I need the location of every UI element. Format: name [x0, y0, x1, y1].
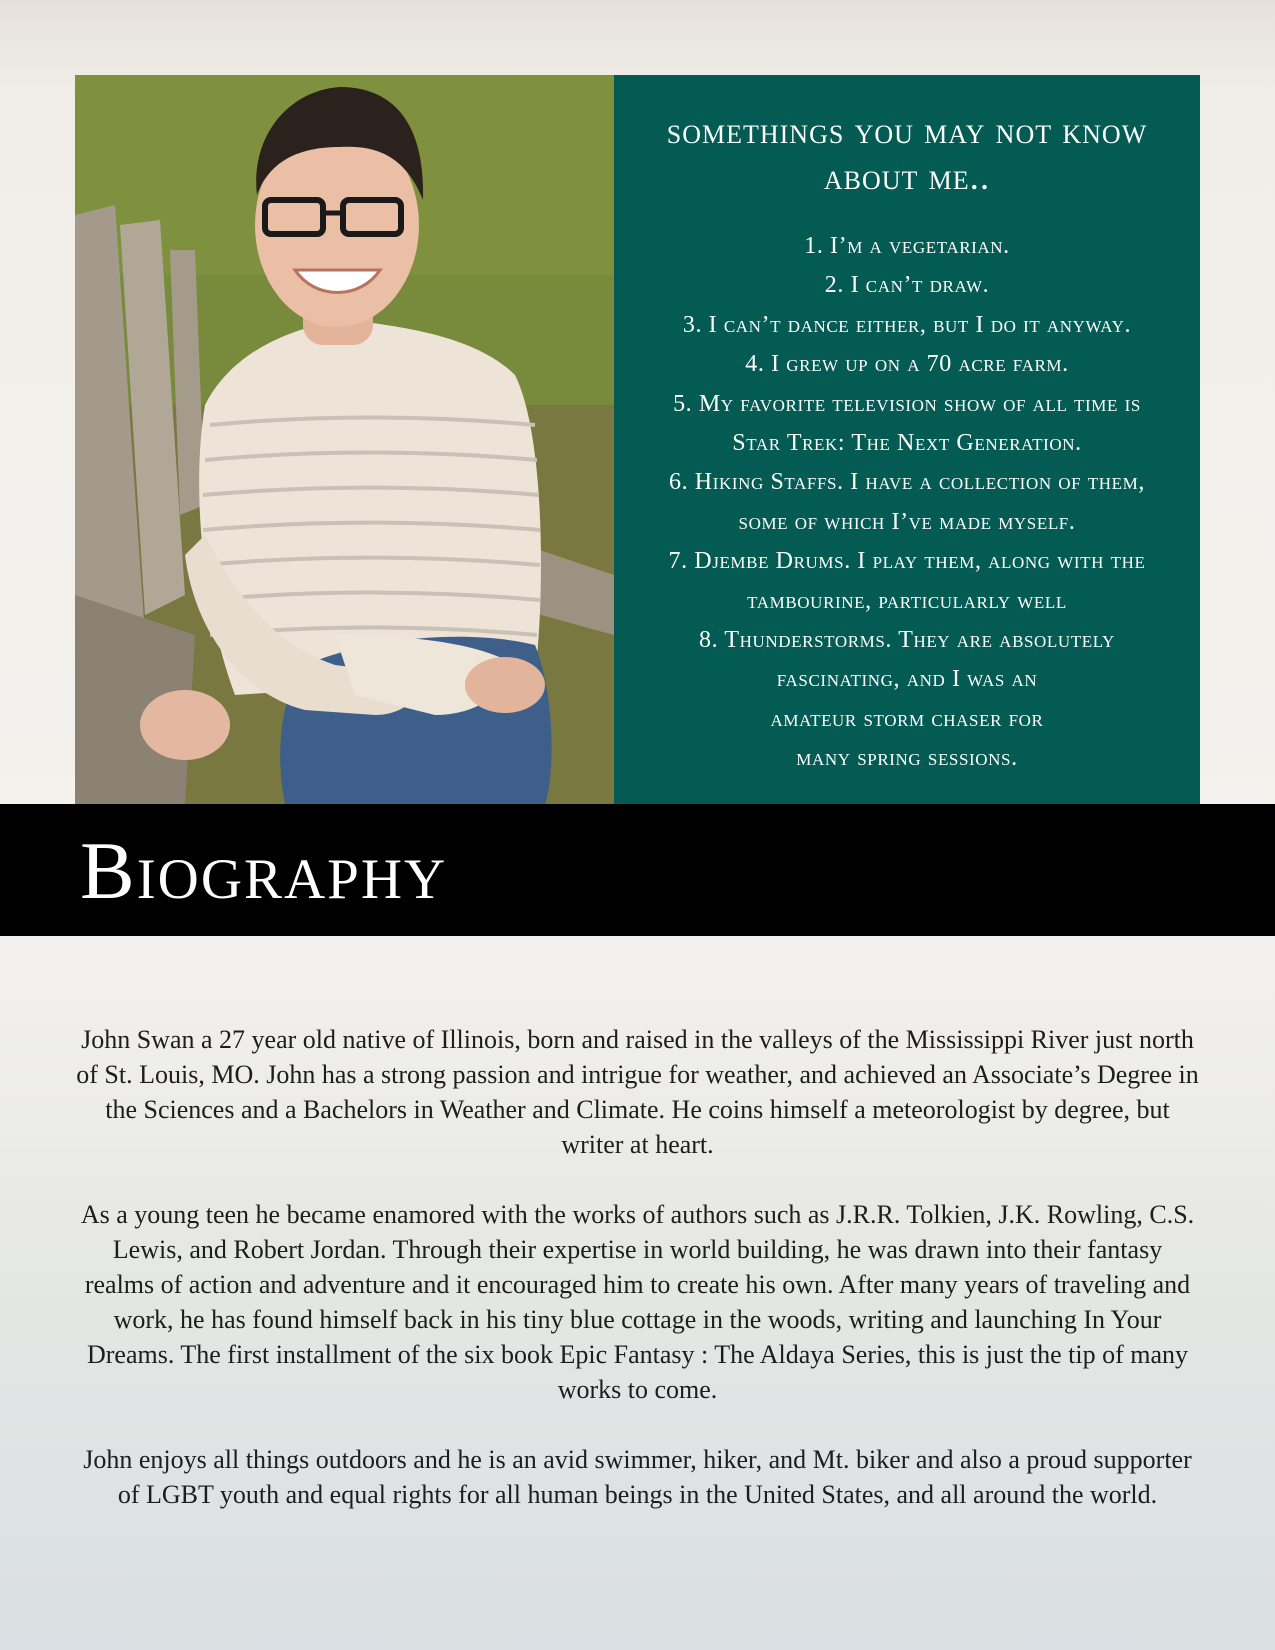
fact-line: fascinating, and I was an: [776, 666, 1038, 693]
fact-line: 3. I can’t dance either, but I do it anyway.: [682, 311, 1132, 338]
biography-paragraph: John enjoys all things outdoors and he is an avid swimmer, hiker, and Mt. biker and also a proud supporter of LGBT youth and equal rights for all human beings in the United States, and all around the world.: [83, 1445, 1192, 1509]
fact-line: 2. I can’t draw.: [824, 272, 990, 299]
biography-header-band: [0, 804, 1275, 936]
fact-line: 8. Thunderstorms. They are absolutely: [699, 627, 1115, 654]
fun-facts-panel: [614, 75, 1200, 804]
fact-line: 6. Hiking Staffs. I have a collection of them,: [669, 469, 1145, 496]
biography-body: [75, 1022, 1200, 1547]
fact-line: 5. My favorite television show of all time is: [673, 390, 1141, 417]
author-photo: [75, 75, 614, 804]
biography-paragraph: John Swan a 27 year old native of Illinois, born and raised in the valleys of the Mississippi River just north of St. Louis, MO. John has a strong passion and intrigue for weather, and achieved an Associate’s Degree in the Sciences and a Bachelors in Weather and Climate. He coins himself a meteorologist by degree, but writer at heart.: [76, 1025, 1199, 1159]
fact-line: Star Trek: The Next Generation.: [732, 430, 1082, 457]
fact-line: 4. I grew up on a 70 acre farm.: [745, 351, 1069, 378]
fun-facts-title: somethings you may not know about me..: [666, 111, 1148, 198]
fact-line: tambourine, particularly well: [747, 587, 1067, 614]
fact-line: 7. Djembe Drums. I play them, along with the: [668, 548, 1146, 575]
biography-title: Biography: [80, 825, 448, 916]
fact-line: 1. I’m a vegetarian.: [804, 233, 1010, 259]
fun-facts-list: [616, 227, 1198, 779]
fact-line: many spring sessions.: [796, 745, 1018, 772]
fact-line: some of which I’ve made myself.: [738, 508, 1076, 535]
biography-paragraph: As a young teen he became enamored with the works of authors such as J.R.R. Tolkien, J.K. Rowling, C.S. Lewis, and Robert Jordan. Through their expertise in world building, he was drawn into their fantasy realms of action and adventure and it encouraged him to create his own. After many years of traveling and work, he has found himself back in his tiny blue cottage in the woods, writing and launching In Your Dreams. The first installment of the six book Epic Fantasy : The Aldaya Series, this is just the tip of many works to come.: [80, 1200, 1195, 1404]
fact-line: amateur storm chaser for: [770, 705, 1044, 732]
